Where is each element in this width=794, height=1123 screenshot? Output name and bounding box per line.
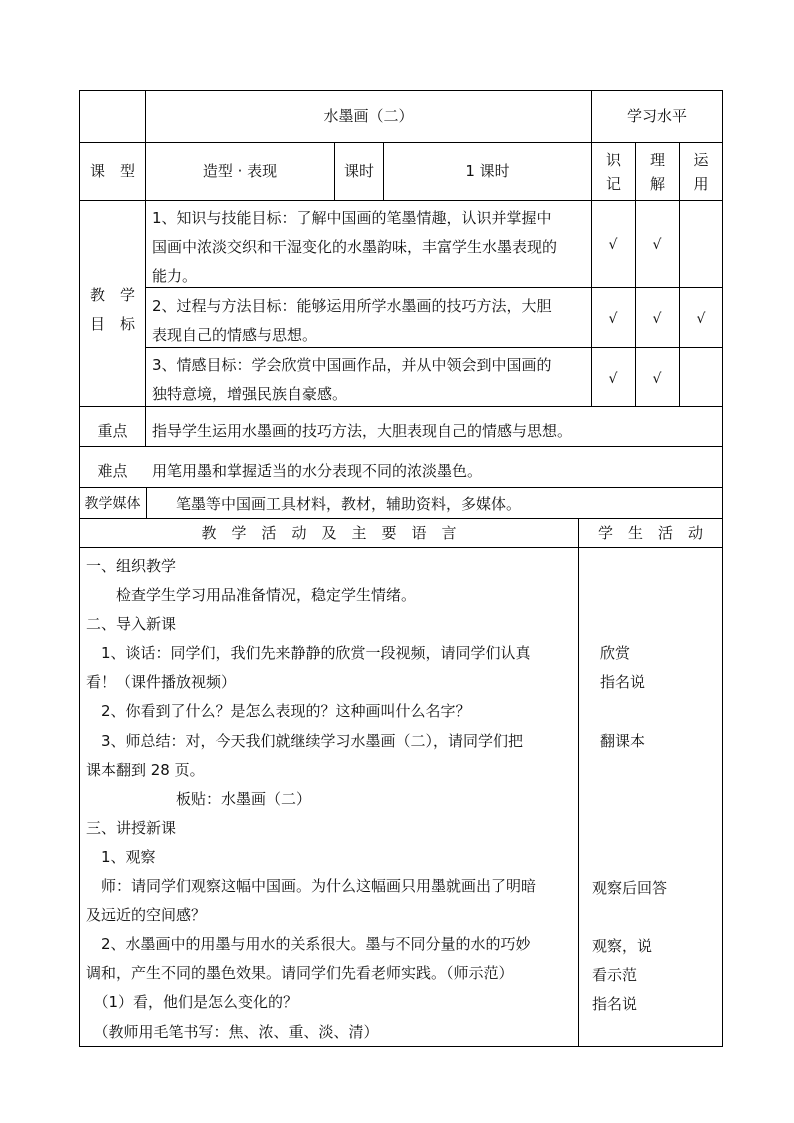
activity-line: 及远近的空间感？ bbox=[86, 906, 207, 925]
table-border-right bbox=[722, 90, 723, 1047]
level-col-recall-1: 识 bbox=[605, 151, 621, 169]
learning-level-header: 学习水平 bbox=[626, 107, 687, 125]
key-point-label: 重点 bbox=[97, 422, 128, 440]
goal-2-line-2: 表现自己的情感与思想。 bbox=[152, 326, 318, 344]
student-activity-7: 指名说 bbox=[592, 995, 638, 1013]
difficulty-label: 难点 bbox=[97, 462, 128, 480]
level-col-apply-1: 运 bbox=[693, 151, 709, 169]
activity-line: 3、师总结：对，今天我们就继续学习水墨画（二），请同学们把 bbox=[86, 731, 524, 750]
row-line-header bbox=[79, 142, 723, 143]
goal-item-3 bbox=[152, 351, 552, 409]
level-col-recall-2: 记 bbox=[605, 175, 621, 193]
key-point-text: 指导学生运用水墨画的技巧方法，大胆表现自己的情感与思想。 bbox=[152, 422, 573, 440]
activity-line: 课本翻到 28 页。 bbox=[86, 760, 205, 779]
activity-header-teacher: 教 学 活 动 及 主 要 语 言 bbox=[201, 524, 457, 542]
activity-line: 板贴：水墨画（二） bbox=[86, 789, 312, 808]
activity-line: （教师用毛笔书写：焦、浓、重、淡、清） bbox=[86, 1022, 379, 1041]
goal-1-line-3: 能力。 bbox=[152, 267, 198, 285]
student-activity-5: 观察，说 bbox=[592, 937, 653, 955]
activity-line: 2、水墨画中的用墨与用水的关系很大。墨与不同分量的水的巧妙 bbox=[86, 935, 531, 954]
activity-line: 2、你看到了什么？是怎么表现的？这种画叫什么名字？ bbox=[86, 702, 471, 721]
activity-line: （1）看，他们是怎么变化的？ bbox=[86, 993, 299, 1012]
table-border-top bbox=[79, 90, 723, 91]
goal-3-line-1: 3、情感目标：学会欣赏中国画作品，并从中领会到中国画的 bbox=[152, 356, 552, 374]
activity-line: 一、组织教学 bbox=[86, 557, 177, 575]
media-text: 笔墨等中国画工具材料，教材，辅助资料，多媒体。 bbox=[176, 495, 522, 513]
goal-3-check-understand: √ bbox=[652, 371, 662, 387]
type-label: 课 型 bbox=[89, 162, 135, 180]
row-line-activity-header bbox=[79, 547, 723, 548]
media-label: 教学媒体 bbox=[84, 496, 141, 512]
activity-line: 三、讲授新课 bbox=[86, 818, 177, 837]
level-col-understand-2: 解 bbox=[649, 175, 665, 193]
student-activity-4: 观察后回答 bbox=[592, 879, 668, 897]
goal-item-2 bbox=[152, 292, 552, 350]
row-line-type bbox=[79, 200, 723, 201]
level-col-understand bbox=[636, 148, 679, 196]
student-activity-2: 指名说 bbox=[600, 673, 646, 691]
period-label: 课时 bbox=[343, 162, 374, 180]
goal-item-1 bbox=[152, 204, 557, 291]
student-activity-1: 欣赏 bbox=[600, 644, 631, 662]
goal-2-check-understand: √ bbox=[652, 311, 662, 327]
table-border-left bbox=[79, 90, 80, 1047]
student-activity-3: 翻课本 bbox=[600, 732, 646, 750]
goal-1-line-1: 1、知识与技能目标：了解中国画的笔墨情趣，认识并掌握中 bbox=[152, 209, 552, 227]
level-col-apply-2: 用 bbox=[693, 175, 709, 193]
goal-1-check-recall: √ bbox=[608, 237, 618, 253]
col-line-media-label bbox=[146, 487, 147, 518]
level-col-recall bbox=[592, 148, 635, 196]
goal-2-check-apply: √ bbox=[696, 311, 706, 327]
goal-2-check-recall: √ bbox=[608, 311, 618, 327]
goal-2-line-1: 2、过程与方法目标：能够运用所学水墨画的技巧方法，大胆 bbox=[152, 297, 552, 315]
activity-header-student: 学 生 活 动 bbox=[597, 524, 703, 542]
goals-label bbox=[80, 281, 145, 339]
goal-1-check-understand: √ bbox=[652, 237, 662, 253]
activity-line: 二、导入新课 bbox=[86, 615, 177, 634]
activity-line: 检查学生学习用品准备情况，稳定学生情绪。 bbox=[86, 586, 417, 605]
activity-line: 1、谈话：同学们，我们先来静静的欣赏一段视频，请同学们认真 bbox=[86, 644, 531, 663]
level-col-apply bbox=[680, 148, 722, 196]
col-line-label bbox=[145, 90, 146, 447]
row-line-difficulty bbox=[79, 487, 723, 488]
activity-line: 师：请同学们观察这幅中国画。为什么这幅画只用墨就画出了明暗 bbox=[86, 877, 537, 896]
row-line-key bbox=[79, 446, 723, 447]
lesson-title: 水墨画（二） bbox=[323, 107, 414, 125]
goal-3-line-2: 独特意境，增强民族自豪感。 bbox=[152, 385, 348, 403]
difficulty-text: 用笔用墨和掌握适当的水分表现不同的浓淡墨色。 bbox=[152, 462, 483, 480]
goals-label-1: 教 学 bbox=[89, 286, 135, 304]
activity-line: 调和，产生不同的墨色效果。请同学们先看老师实践。（师示范） bbox=[86, 964, 514, 983]
goal-1-line-2: 国画中浓淡交织和干湿变化的水墨韵味，丰富学生水墨表现的 bbox=[152, 238, 558, 256]
col-line-student bbox=[578, 518, 579, 1046]
activity-line: 看！（课件播放视频） bbox=[86, 673, 237, 692]
student-activity-6: 看示范 bbox=[592, 966, 638, 984]
activity-line: 1、观察 bbox=[86, 847, 156, 866]
goal-3-check-recall: √ bbox=[608, 371, 618, 387]
row-line-media bbox=[79, 518, 723, 519]
goals-label-2: 目 标 bbox=[89, 315, 135, 333]
level-col-understand-1: 理 bbox=[649, 151, 665, 169]
type-value: 造型 · 表现 bbox=[202, 162, 278, 180]
teacher-activities bbox=[86, 552, 536, 1047]
col-line-level bbox=[591, 90, 592, 407]
period-value: 1 课时 bbox=[465, 162, 510, 180]
